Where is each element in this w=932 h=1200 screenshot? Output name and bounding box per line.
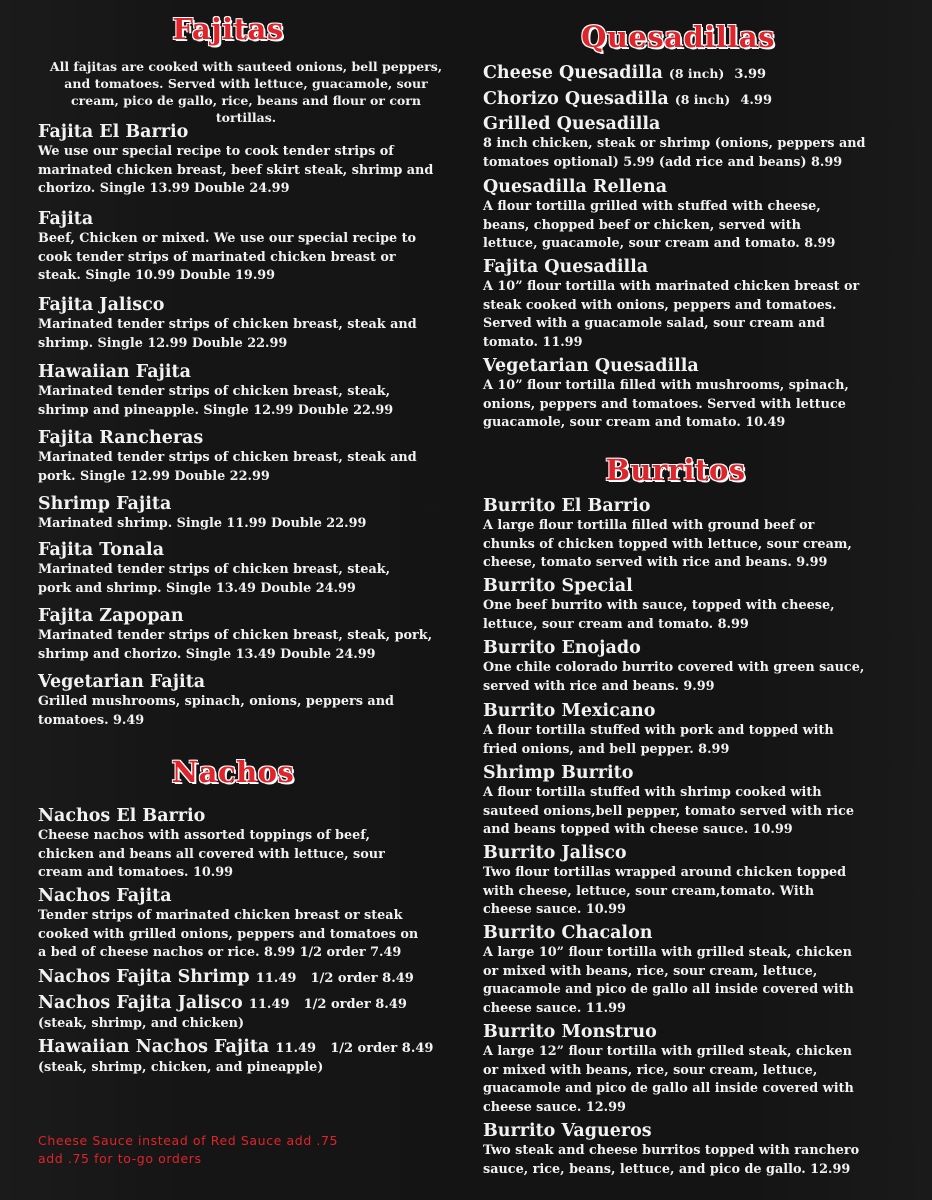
- item-name-text: Cheese Quesadilla: [483, 63, 663, 83]
- menu-item: [483, 114, 913, 172]
- item-name-text: Nachos Fajita Shrimp: [38, 967, 250, 987]
- fajitas-heading: Fajitas: [172, 12, 284, 46]
- menu-item: [483, 177, 913, 254]
- menu-item: [483, 1022, 913, 1117]
- item-name: Quesadilla Rellena: [483, 177, 668, 197]
- menu-item: [483, 257, 913, 352]
- item-name: [483, 89, 913, 111]
- half-order-price: 1/2 order 8.49: [330, 1041, 434, 1056]
- menu-item: [483, 763, 913, 840]
- menu-item: [483, 576, 913, 634]
- item-name: Burrito Vagueros: [483, 1121, 652, 1141]
- item-description: A 10” flour tortilla with marinated chicken breast or steak cooked with onions, peppers and tomatoes. Served with a guacamole salad, sour cream and tomato. 11.99: [483, 279, 860, 350]
- item-size: (8 inch): [674, 92, 731, 107]
- item-name: [38, 993, 448, 1015]
- menu-item: [38, 1037, 458, 1078]
- item-size: (8 inch): [668, 66, 725, 81]
- item-description: Marinated tender strips of chicken breast, steak and pork. Single 12.99 Double 22.99: [38, 450, 417, 484]
- nachos-heading: Nachos: [171, 755, 295, 789]
- item-description: 8 inch chicken, steak or shrimp (onions, peppers and tomatoes optional) 5.99 (add rice and beans) 8.99: [483, 136, 866, 170]
- item-name: Vegetarian Quesadilla: [483, 356, 699, 376]
- menu-item: [483, 89, 913, 111]
- menu-item: [38, 295, 448, 353]
- item-description: Two steak and cheese burritos topped with ranchero sauce, rice, beans, lettuce, and pico de gallo. 12.99: [483, 1143, 860, 1177]
- item-description: Marinated tender strips of chicken breast, steak, shrimp and pineapple. Single 12.99 Double 22.99: [38, 384, 394, 418]
- menu-item: [38, 428, 448, 486]
- item-name: Fajita: [38, 209, 94, 229]
- item-description: Beef, Chicken or mixed. We use our special recipe to cook tender strips of marinated chicken breast or steak. Single 10.99 Double 19.99: [38, 231, 417, 283]
- item-description: A large 12” flour tortilla with grilled steak, chicken or mixed with beans, rice, sour cream, lettuce, guacamole and pico de gallo all inside covered with cheese sauce. 12.99: [483, 1044, 854, 1115]
- item-name: Burrito Enojado: [483, 638, 641, 658]
- item-description: A flour tortilla grilled with stuffed with cheese, beans, chopped beef or chicken, served with lettuce, guacamole, sour cream and tomato. 8.99: [483, 199, 836, 251]
- item-name: Fajita Rancheras: [38, 428, 204, 448]
- menu-item: [483, 356, 913, 433]
- item-price: 11.49: [248, 997, 290, 1012]
- item-description: Marinated tender strips of chicken breast, steak and shrimp. Single 12.99 Double 22.99: [38, 317, 417, 351]
- item-name: Hawaiian Fajita: [38, 362, 191, 382]
- item-name-text: Hawaiian Nachos Fajita: [38, 1037, 270, 1057]
- menu-item: [38, 606, 458, 664]
- item-price: 4.99: [740, 93, 772, 108]
- item-name: Burrito El Barrio: [483, 496, 651, 516]
- item-description: (steak, shrimp, and chicken): [38, 1016, 245, 1031]
- item-name: [38, 967, 448, 989]
- menu-item: [483, 843, 913, 920]
- item-name-text: Chorizo Quesadilla: [483, 89, 669, 109]
- item-description: Tender strips of marinated chicken breast or steak cooked with grilled onions, peppers and tomatoes on a bed of cheese nachos or rice. 8.99 1/2 order 7.49: [38, 908, 419, 960]
- to-go-note: add .75 for to-go orders: [38, 1151, 202, 1166]
- menu-item: [483, 496, 913, 573]
- item-description: We use our special recipe to cook tender strips of marinated chicken breast, beef skirt steak, shrimp and chorizo. Single 13.99 Double 24.99: [38, 144, 434, 196]
- menu-item: [38, 806, 448, 883]
- item-name: [38, 1037, 458, 1059]
- item-name: [483, 63, 913, 85]
- menu-item: [38, 540, 448, 598]
- item-description: (steak, shrimp, chicken, and pineapple): [38, 1060, 324, 1075]
- item-name: Fajita Zapopan: [38, 606, 184, 626]
- item-name: Fajita El Barrio: [38, 122, 189, 142]
- item-name: Fajita Jalisco: [38, 295, 165, 315]
- item-description: A flour tortilla stuffed with pork and topped with fried onions, and bell pepper. 8.99: [483, 723, 834, 757]
- item-name: Fajita Quesadilla: [483, 257, 649, 277]
- item-description: A large 10” flour tortilla with grilled steak, chicken or mixed with beans, rice, sour cream, lettuce, guacamole and pico de gallo all inside covered with cheese sauce. 11.99: [483, 945, 854, 1016]
- item-name-text: Nachos Fajita Jalisco: [38, 993, 243, 1013]
- menu-item: [483, 1121, 913, 1179]
- item-price: 11.49: [255, 971, 297, 986]
- menu-item: [483, 638, 913, 696]
- item-description: A large flour tortilla filled with ground beef or chunks of chicken topped with lettuce, sour cream, cheese, tomato served with rice and beans. 9.99: [483, 518, 852, 570]
- item-name: Burrito Chacalon: [483, 923, 653, 943]
- item-name: Nachos El Barrio: [38, 806, 206, 826]
- item-name: Vegetarian Fajita: [38, 672, 206, 692]
- item-description: One chile colorado burrito covered with green sauce, served with rice and beans. 9.99: [483, 660, 865, 694]
- item-name: Burrito Monstruo: [483, 1022, 657, 1042]
- item-name: Grilled Quesadilla: [483, 114, 661, 134]
- item-name: Burrito Mexicano: [483, 701, 656, 721]
- fajitas-intro: All fajitas are cooked with sauteed onions, bell peppers, and tomatoes. Served with lettuce, guacamole, sour cream, pico de gallo, rice, beans and flour or corn tortillas.: [49, 59, 443, 125]
- menu-item: [38, 886, 448, 963]
- menu-item: [38, 209, 448, 286]
- item-name: Shrimp Burrito: [483, 763, 634, 783]
- item-description: Grilled mushrooms, spinach, onions, peppers and tomatoes. 9.49: [38, 694, 394, 728]
- item-name: Nachos Fajita: [38, 886, 172, 906]
- item-price: 3.99: [734, 67, 767, 82]
- item-description: Marinated tender strips of chicken breast, steak, pork and shrimp. Single 13.49 Double 24.99: [38, 562, 391, 596]
- menu-item: [38, 494, 448, 534]
- item-price: 11.49: [275, 1041, 317, 1056]
- menu-item: [38, 967, 448, 989]
- menu-item: [38, 122, 448, 199]
- item-description: A 10” flour tortilla filled with mushrooms, spinach, onions, peppers and tomatoes. Served with lettuce guacamole, sour cream and tomato. 10.49: [483, 378, 849, 430]
- menu-item: [483, 701, 913, 759]
- item-description: One beef burrito with sauce, topped with cheese, lettuce, sour cream and tomato. 8.99: [483, 598, 835, 632]
- item-name: Fajita Tonala: [38, 540, 165, 560]
- item-description: Marinated tender strips of chicken breast, steak, pork, shrimp and chorizo. Single 13.49 Double 24.99: [38, 628, 433, 662]
- menu-item: [38, 362, 448, 420]
- cheese-sauce-note: Cheese Sauce instead of Red Sauce add .75: [38, 1133, 339, 1148]
- menu-item: [38, 672, 448, 730]
- quesadillas-heading: Quesadillas: [581, 20, 775, 54]
- menu-item: [483, 923, 913, 1018]
- item-description: Two flour tortillas wrapped around chicken topped with cheese, lettuce, sour cream,tomato. With cheese sauce. 10.99: [483, 865, 847, 917]
- menu-item: [483, 63, 913, 85]
- item-description: A flour tortilla stuffed with shrimp cooked with sauteed onions,bell pepper, tomato served with rice and beans topped with cheese sauce. 10.99: [483, 785, 855, 837]
- item-name: Burrito Special: [483, 576, 633, 596]
- burritos-heading: Burritos: [605, 453, 746, 487]
- half-order-price: 1/2 order 8.49: [303, 997, 407, 1012]
- item-name: Burrito Jalisco: [483, 843, 627, 863]
- item-description: Marinated shrimp. Single 11.99 Double 22.99: [38, 516, 367, 531]
- half-order-price: 1/2 order 8.49: [310, 971, 414, 986]
- item-description: Cheese nachos with assorted toppings of beef, chicken and beans all covered with lettuce, sour cream and tomatoes. 10.99: [38, 828, 385, 880]
- menu-item: [38, 993, 448, 1034]
- item-name: Shrimp Fajita: [38, 494, 172, 514]
